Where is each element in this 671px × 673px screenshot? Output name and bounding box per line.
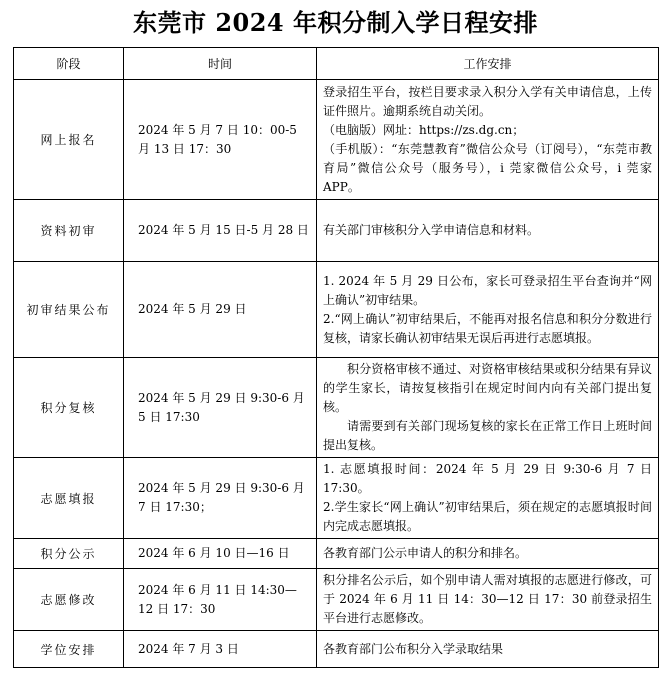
work-cell bbox=[317, 458, 659, 539]
time-cell: 2024 年 5 月 29 日 9:30-6 月 5 日 17:30 bbox=[124, 358, 317, 458]
stage-cell: 资料初审 bbox=[14, 200, 124, 262]
stage-cell: 积分复核 bbox=[14, 358, 124, 458]
work-cell bbox=[317, 539, 659, 569]
work-cell bbox=[317, 200, 659, 262]
header-stage: 阶段 bbox=[14, 48, 124, 80]
stage-cell: 积分公示 bbox=[14, 539, 124, 569]
work-line: 有关部门审核积分入学申请信息和材料。 bbox=[323, 223, 540, 237]
header-work: 工作安排 bbox=[317, 48, 659, 80]
stage-cell: 学位安排 bbox=[14, 631, 124, 668]
table-row bbox=[14, 631, 659, 668]
work-line: 2.学生家长“网上确认”初审结果后，须在规定的志愿填报时间内完成志愿填报。 bbox=[323, 500, 652, 533]
table-row bbox=[14, 458, 659, 539]
time-cell: 2024 年 5 月 15 日-5 月 28 日 bbox=[124, 200, 317, 262]
page-title: 东莞市 2024 年积分制入学日程安排 bbox=[132, 8, 538, 37]
header-time: 时间 bbox=[124, 48, 317, 80]
work-cell bbox=[317, 358, 659, 458]
stage-cell: 志愿填报 bbox=[14, 458, 124, 539]
work-line: 各教育部门公示申请人的积分和排名。 bbox=[323, 546, 528, 560]
time-cell: 2024 年 7 月 3 日 bbox=[124, 631, 317, 668]
schedule-table bbox=[13, 47, 659, 668]
work-line: 1. 志愿填报时间：2024 年 5 月 29 日 9:30-6 月 7 日 17:30。 bbox=[323, 462, 652, 495]
time-cell: 2024 年 6 月 10 日—16 日 bbox=[124, 539, 317, 569]
work-line: 积分排名公示后，如个别申请人需对填报的志愿进行修改，可于 2024 年 6 月 11 日 14：30—12 日 17：30 前登录招生平台进行志愿修改。 bbox=[323, 573, 652, 625]
work-cell bbox=[317, 80, 659, 200]
table-header-row bbox=[14, 48, 659, 80]
table-row bbox=[14, 262, 659, 358]
work-cell bbox=[317, 262, 659, 358]
work-line: 1. 2024 年 5 月 29 日公布，家长可登录招生平台查询并“网上确认”初审结果。 bbox=[323, 273, 652, 307]
stage-cell: 网上报名 bbox=[14, 80, 124, 200]
stage-cell: 初审结果公布 bbox=[14, 262, 124, 358]
time-cell: 2024 年 5 月 29 日 bbox=[124, 262, 317, 358]
work-line: 2.“网上确认”初审结果后，不能再对报名信息和积分分数进行复核，请家长确认初审结果无误后再进行志愿填报。 bbox=[323, 311, 652, 345]
table-row bbox=[14, 569, 659, 631]
stage-cell: 志愿修改 bbox=[14, 569, 124, 631]
work-line: 各教育部门公布积分入学录取结果 bbox=[323, 641, 504, 656]
work-line: （电脑版）网址：https://zs.dg.cn； bbox=[323, 122, 525, 137]
table-row bbox=[14, 358, 659, 458]
table-row bbox=[14, 200, 659, 262]
table-row bbox=[14, 539, 659, 569]
time-cell: 2024 年 5 月 7 日 10：00-5 月 13 日 17：30 bbox=[124, 80, 317, 200]
work-line: （手机版）：“东莞慧教育”微信公众号（订阅号），“东莞市教育局”微信公众号（服务号），i 莞家微信公众号，i 莞家 APP。 bbox=[323, 141, 652, 194]
table-row bbox=[14, 80, 659, 200]
work-line: 积分资格审核不通过、对资格审核结果或积分结果有异议的学生家长，请按复核指引在规定时间内向有关部门提出复核。 bbox=[323, 362, 652, 414]
work-cell bbox=[317, 631, 659, 668]
work-line: 请需要到有关部门现场复核的家长在正常工作日上班时间提出复核。 bbox=[323, 419, 652, 452]
time-cell: 2024 年 6 月 11 日 14:30—12 日 17：30 bbox=[124, 569, 317, 631]
work-cell bbox=[317, 569, 659, 631]
time-cell: 2024 年 5 月 29 日 9:30-6 月 7 日 17:30； bbox=[124, 458, 317, 539]
work-line: 登录招生平台，按栏目要求录入积分入学有关申请信息，上传证件照片。逾期系统自动关闭。 bbox=[323, 84, 652, 118]
